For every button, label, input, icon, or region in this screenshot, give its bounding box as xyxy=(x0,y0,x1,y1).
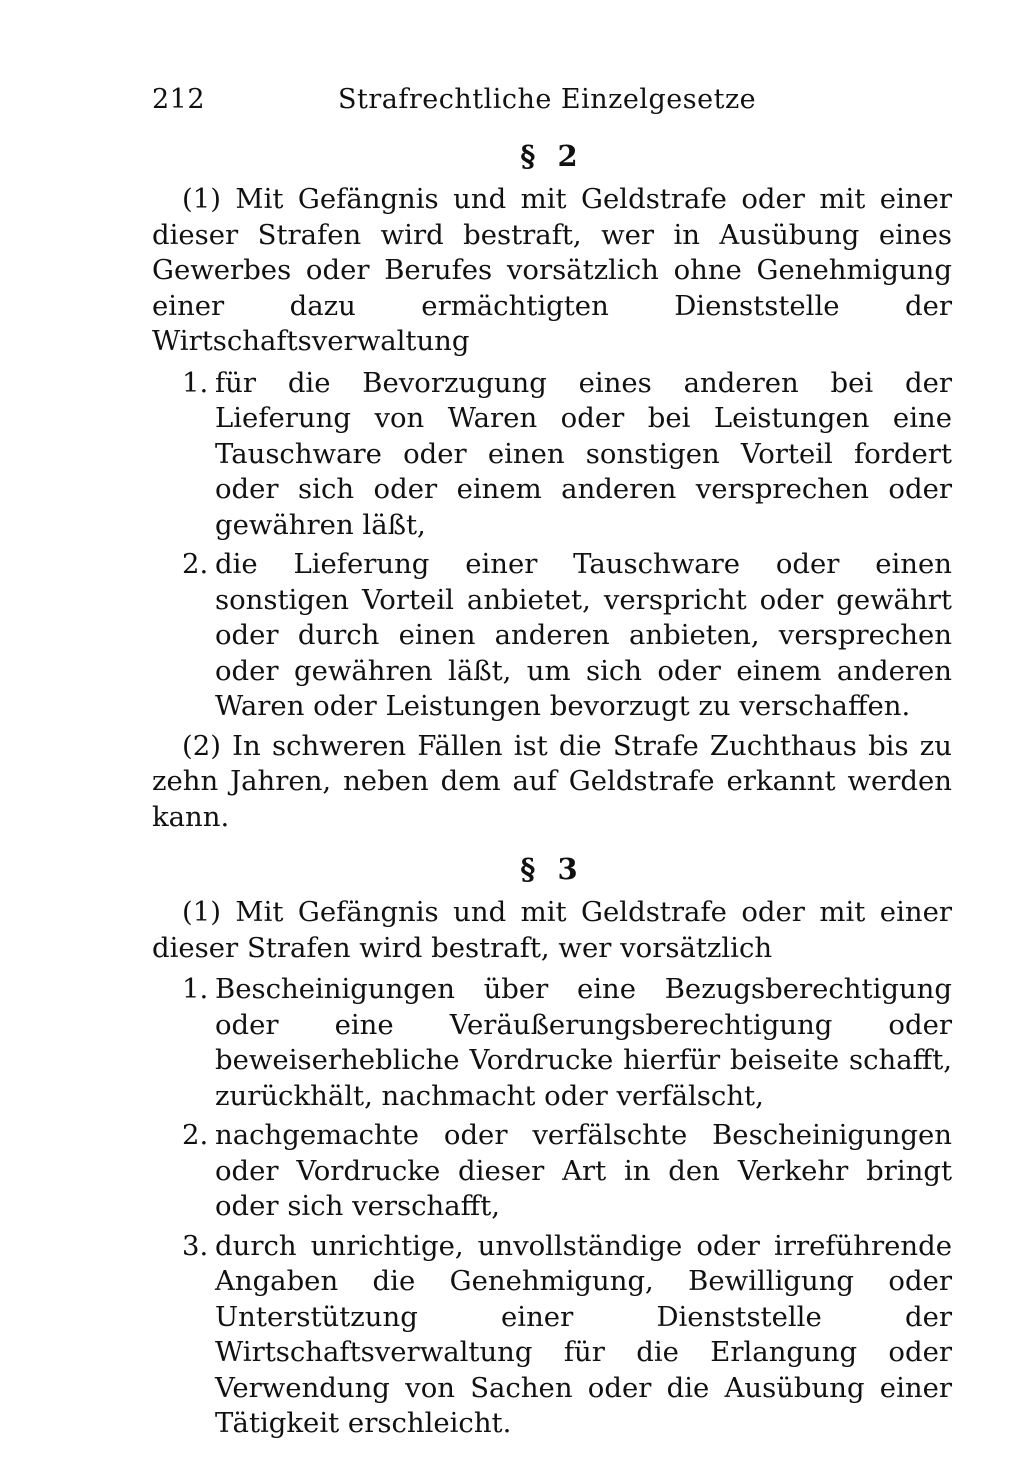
list-item-text: die Lieferung einer Tauschware oder einen sonstigen Vorteil anbietet, verspricht oder gewährt oder durch einen anderen anbieten, versprechen oder gewähren läßt, um sich oder einem anderen Waren oder Leistungen bevorzugt zu verschaffen. xyxy=(215,548,952,722)
section-2 xyxy=(152,130,952,835)
paragraph-1: (1) Mit Gefängnis und mit Geldstrafe oder mit einer dieser Strafen wird bestraft, wer vorsätzlich xyxy=(152,896,952,964)
paragraph-2: (2) In schweren Fällen ist die Strafe Zuchthaus bis zu zehn Jahren, neben dem auf Geldstrafe erkannt werden kann. xyxy=(152,729,952,833)
list-item xyxy=(152,1229,952,1442)
section-heading: § 2 xyxy=(520,139,584,173)
section-heading: § 3 xyxy=(520,852,584,886)
section-3 xyxy=(152,843,952,1442)
list-item-number: 1. xyxy=(182,366,209,399)
list-item-number: 3. xyxy=(182,1229,209,1262)
list-item-number: 1. xyxy=(182,973,209,1005)
list-item-text: nachgemachte oder verfälschte Bescheinigungen oder Vordrucke dieser Art in den Verkehr bringt oder sich verschafft, xyxy=(215,1119,952,1222)
paragraph-1: (1) Mit Gefängnis und mit Geldstrafe oder mit einer dieser Strafen wird bestraft, wer in Ausübung eines Gewerbes oder Berufes vorsätzlich ohne Genehmigung einer dazu ermächtigten Dienststelle der Wirtschaftsverwaltung xyxy=(152,183,952,357)
page-header xyxy=(152,84,952,130)
running-title: Strafrechtliche Einzelgesetze xyxy=(338,84,757,115)
list-item xyxy=(152,547,952,725)
list-item-text: für die Bevorzugung eines anderen bei der Lieferung von Waren oder bei Leistungen eine Tauschware oder einen sonstigen Vorteil fordert oder sich oder einem anderen versprechen oder gewähren läßt, xyxy=(215,366,952,541)
list-item-number: 2. xyxy=(182,548,209,580)
list-item xyxy=(152,1118,952,1225)
list-item-text: Bescheinigungen über eine Bezugsberechtigung oder eine Veräußerungsberechtigung oder beweiserhebliche Vordrucke hierfür beiseite schafft, zurückhält, nachmacht oder verfälscht, xyxy=(215,973,952,1112)
list-item-number: 2. xyxy=(182,1119,209,1151)
list-item xyxy=(152,972,952,1114)
page-number: 212 xyxy=(152,84,206,115)
list-item xyxy=(152,366,952,544)
list-item-text: durch unrichtige, unvollständige oder irreführende Angaben die Genehmigung, Bewilligung oder Unterstützung einer Dienststelle der Wirtschaftsverwaltung für die Erlangung oder Verwendung von Sachen oder die Ausübung einer Tätigkeit erschleicht. xyxy=(215,1229,952,1439)
document-page xyxy=(152,84,952,1446)
